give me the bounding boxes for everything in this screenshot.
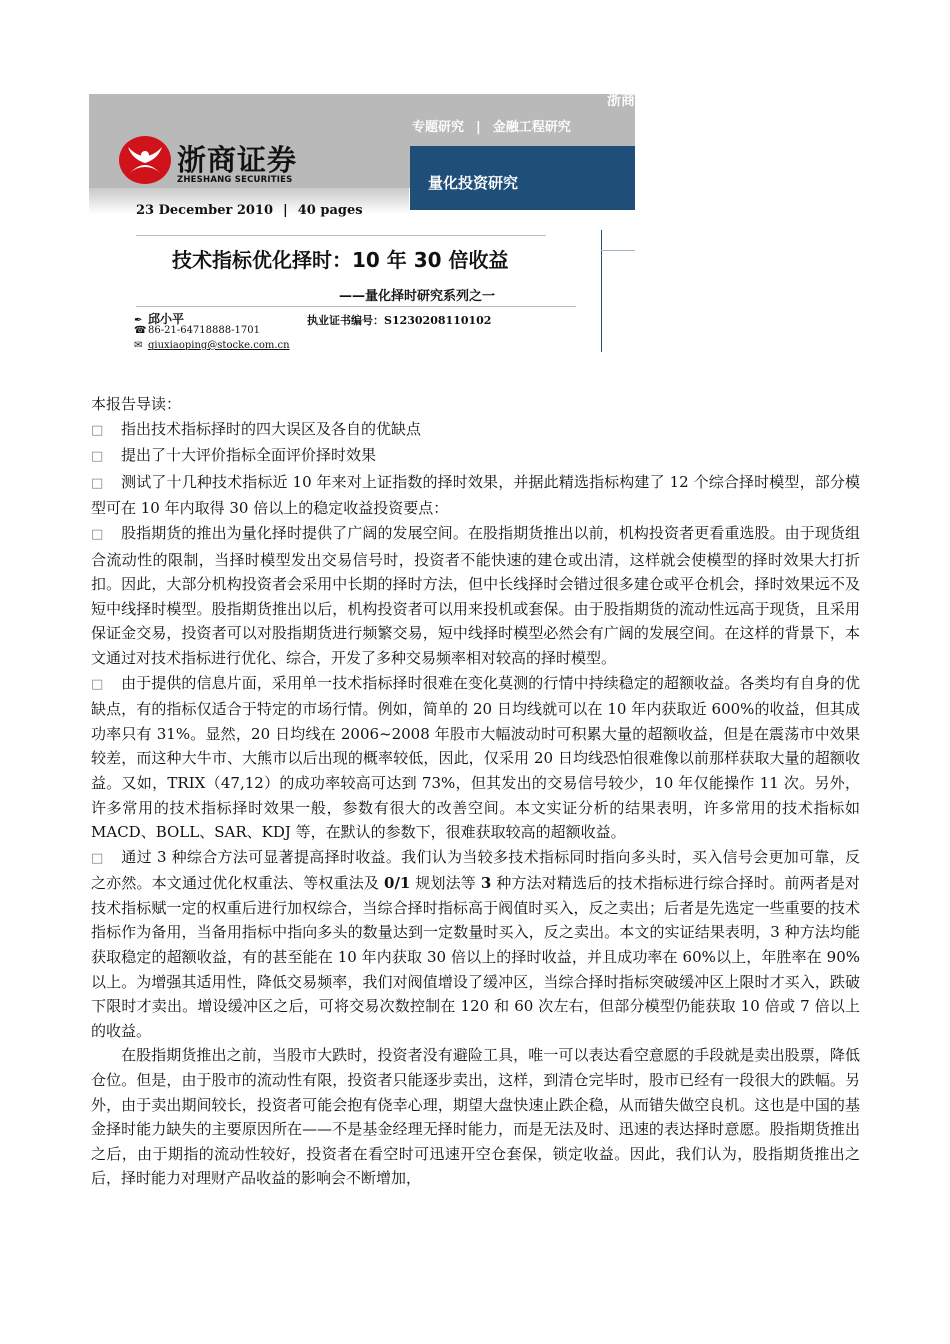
author-name: 邱小平 — [148, 312, 185, 326]
report-subtitle: ——量化择时研究系列之一 — [339, 289, 496, 304]
date-separator: | — [283, 203, 288, 218]
closing-paragraph: 在股指期货推出之前，当股市大跌时，投资者没有避险工具，唯一可以表达看空意愿的手段就是卖出股票，降低仓位。但是，由于股市的流动性有限，投资者只能逐步卖出，这样，到清仓完毕时，股市已经有一段很大的跌幅。另外，由于卖出期间较长，投资者可能会抱有侥幸心理，期望大盘快速止跌企稳，从而错失做空良机。这也是中国的基金择时能力缺失的主要原因所在——不是基金经理无择时能力，而是无法及时、迅速的表达择时意愿。股指期货推出之后，由于期指的流动性较好，投资者在看空时可迅速开空仓套保，锁定收益。因此，我们认为，股指期货推出之后，择时能力对理财产品收益的影响会不断增加， — [91, 1046, 860, 1188]
guide-item: □ 指出技术指标择时的四大误区及各自的优缺点 — [91, 417, 860, 444]
report-date: 23 December 2010 — [136, 203, 274, 218]
series-box — [410, 146, 635, 210]
category-right: 金融工程研究 — [492, 120, 571, 135]
divider-bottom — [136, 306, 576, 307]
company-name-cn: 浙商证券 — [177, 143, 298, 177]
cert-label: 执业证书编号： — [307, 314, 384, 327]
top-right-label: 浙商 — [607, 93, 635, 109]
bullet-icon: □ — [91, 676, 104, 692]
divider-top — [136, 235, 546, 236]
report-category — [412, 116, 571, 135]
bullet-icon: □ — [91, 422, 104, 438]
author-phone: 86-21-64718888-1701 — [148, 325, 260, 336]
page-count: 40 pages — [297, 203, 363, 218]
certificate-number — [307, 312, 491, 328]
report-title: 技术指标优化择时：10 年 30 倍收益 — [172, 248, 509, 272]
company-name-en: ZHESHANG SECURITIES — [177, 175, 293, 185]
report-guide — [91, 392, 860, 1191]
guide-item: □ 测试了十几种技术指标近 10 年来对上证指数的择时效果，并据此精选指标构建了 12 个综合择时模型，部分模型可在 10 年内取得 30 倍以上的稳定收益投资要点： — [91, 472, 860, 518]
guide-item: □ 提出了十大评价指标全面评价择时效果 — [91, 443, 860, 470]
guide-item: □ 通过 3 种综合方法可显著提高择时收益。我们认为当较多技术指标同时指向多头时，买入信号会更加可靠，反之亦然。本文通过优化权重法、等权重法及 0/1 规划法等 3 种方法对精选后的技术指标进行综合择时。前两者是对技术指标赋一定的权重后进行加权综合，当综合择时指标高于阀值时买入，反之卖出；后者是先选定一些重要的技术指标作为备用，当备用指标中指向多头的数量达到一定数量时买入，反之卖出。本文的实证结果表明，3 种方法均能获取稳定的超额收益，有的甚至能在 10 年内获取 30 倍以上的择时收益，并且成功率在 60%以上，年胜率在 90%以上。为增强其适用性，降低交易频率，我们对阀值增设了缓冲区，当综合择时指标突破缓冲区上限时才买入，跌破下限时才卖出。增设缓冲区之后，可将交易次数控制在 120 和 60 次左右，但部分模型仍能获取 10 倍或 7 倍以上的收益。 — [91, 847, 860, 1040]
author-email[interactable]: qiuxiaoping@stocke.com.cn — [148, 340, 290, 351]
cert-value: S1230208110102 — [384, 314, 492, 327]
bullet-icon: □ — [91, 526, 104, 542]
guide-item: □ 股指期货的推出为量化择时提供了广阔的发展空间。在股指期货推出以前，机构投资者更看重选股。由于现货组合流动性的限制，当择时模型发出交易信号时，投资者不能快速的建仓或出清，这样就会使模型的择时效果大打折扣。因此，大部分机构投资者会采用中长期的择时方法，但中长线择时会错过很多建仓或平仓机会，择时效果远不及短中线择时模型。股指期货推出以后，机构投资者可以用来投机或套保。由于股指期货的流动性远高于现货，且采用保证金交易，投资者可以对股指期货进行频繁交易，短中线择时模型必然会有广阔的发展空间。在这样的背景下，本文通过对技术指标进行优化、综合，开发了多种交易频率相对较高的择时模型。 — [91, 523, 860, 667]
bullet-icon: □ — [91, 850, 104, 866]
mail-icon: ✉ — [134, 340, 143, 351]
series-label: 量化投资研究 — [428, 174, 519, 192]
divider-short — [601, 250, 635, 251]
report-cover-header — [89, 94, 635, 356]
pen-icon: ✒ — [134, 315, 143, 326]
divider-vertical — [601, 230, 602, 352]
category-separator: | — [476, 120, 481, 135]
logo-mark-icon — [118, 135, 172, 185]
bullet-icon: □ — [91, 449, 104, 465]
bullet-icon: □ — [91, 475, 104, 491]
guide-item: □ 由于提供的信息片面，采用单一技术指标择时很难在变化莫测的行情中持续稳定的超额收益。各类均有自身的优缺点，有的指标仅适合于特定的市场行情。例如，简单的 20 日均线就可以在 10 年内获取近 600%的收益，但其成功率只有 31%。显然，20 日均线在 2006~2008 年股市大幅波动时可积累大量的超额收益，但是在震荡市中效果较差，而这种大牛市、大熊市以后出现的概率较低，因此，仅采用 20 日均线恐怕很难像以前那样获取大量的超额收益。又如，TRIX（47,12）的成功率较高可达到 73%，但其发出的交易信号较少，10 年仅能操作 11 次。另外，许多常用的技术指标择时效果一般，参数有很大的改善空间。本文实证分析的结果表明，许多常用的技术指标如 MACD、BOLL、SAR、KDJ 等，在默认的参数下，很难获取较高的超额收益。 — [91, 673, 860, 842]
guide-heading: 本报告导读： — [91, 395, 182, 413]
date-line — [136, 203, 363, 218]
category-left: 专题研究 — [412, 120, 465, 135]
author-block — [134, 310, 290, 355]
phone-icon: ☎ — [134, 325, 147, 336]
